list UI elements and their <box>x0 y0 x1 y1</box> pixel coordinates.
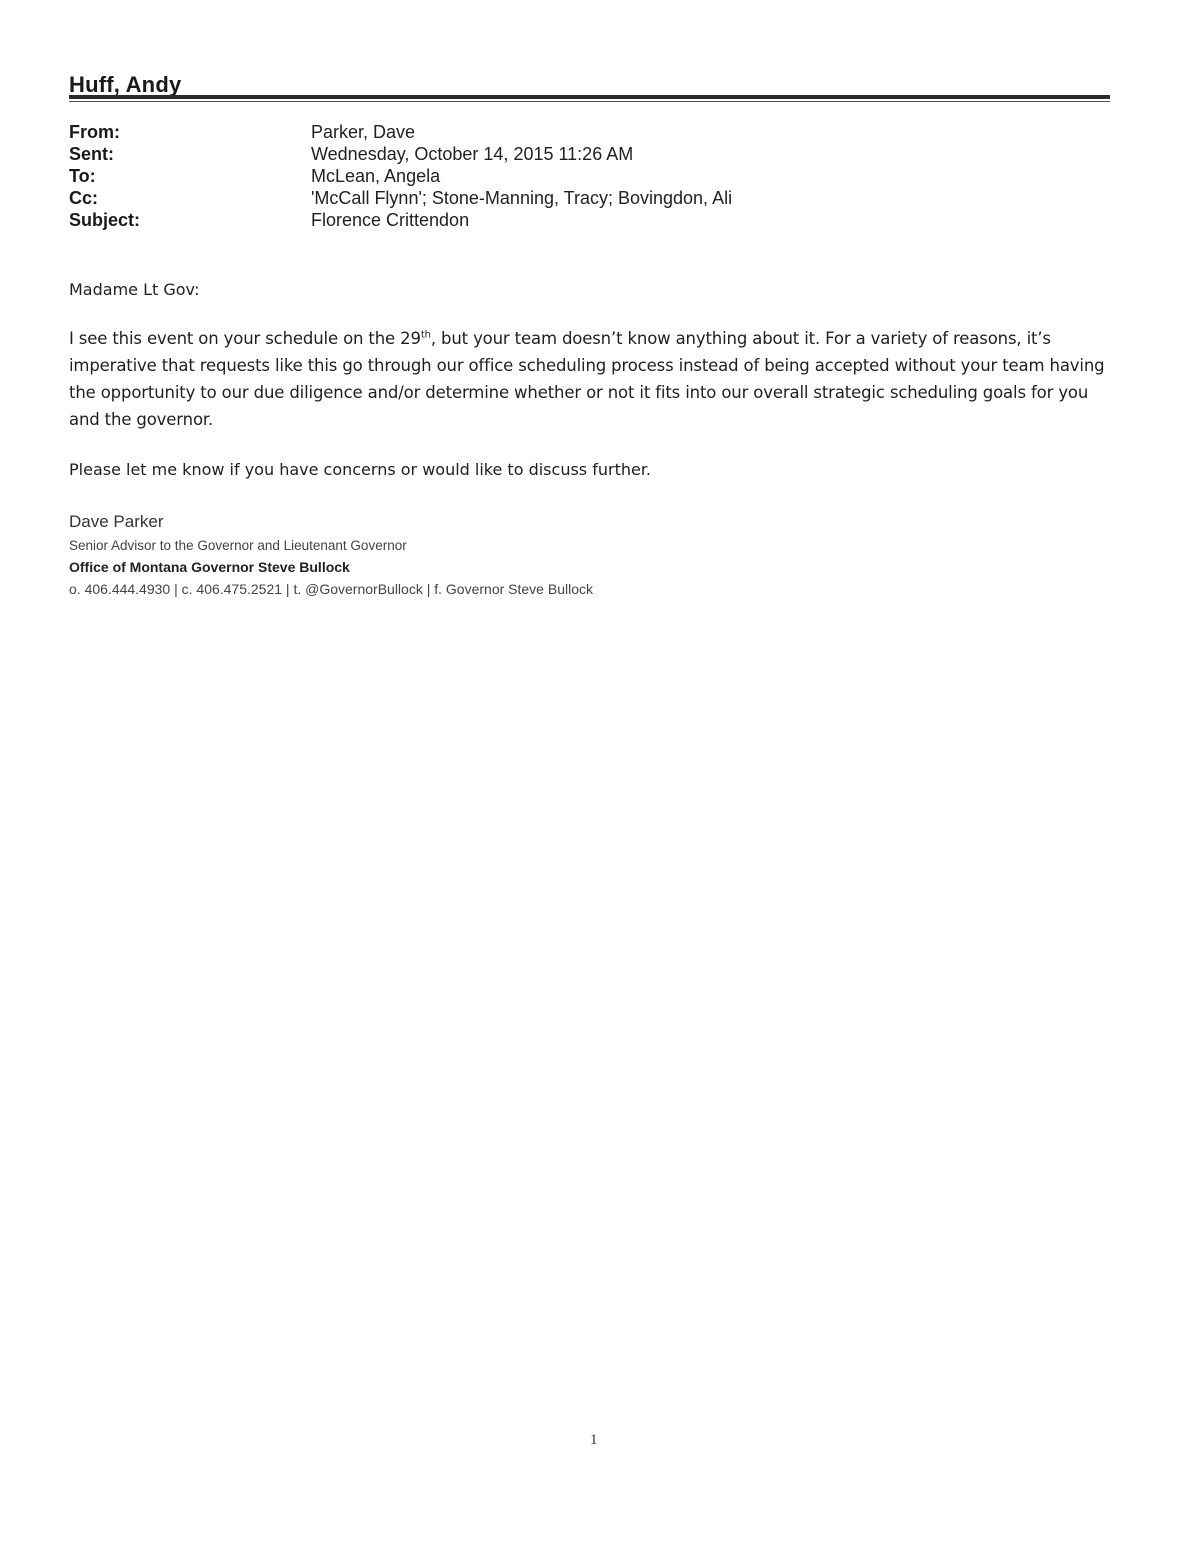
paragraph-1-text-end: , but your team doesn’t know anything about it. For a variety of reasons, it’s imperative that requests like this go through our office scheduling process instead of being accepted without your team having the opportunity to our due diligence and/or determine whether or not it fits into our overall strategic scheduling goals for you and the governor. <box>69 329 1105 429</box>
email-paragraph-1 <box>69 325 1114 433</box>
cc-value: 'McCall Flynn'; Stone-Manning, Tracy; Bovingdon, Ali <box>311 188 733 208</box>
paragraph-1-text-start: I see this event on your schedule on the 29 <box>69 329 421 348</box>
signature-title: Senior Advisor to the Governor and Lieutenant Governor <box>69 538 407 553</box>
cc-label: Cc: <box>69 188 99 208</box>
header-divider <box>69 95 1110 99</box>
email-header-block <box>69 121 1069 231</box>
signature-contact: o. 406.444.4930 | c. 406.475.2521 | t. @GovernorBullock | f. Governor Steve Bullock <box>69 581 593 597</box>
signature-name: Dave Parker <box>69 512 164 531</box>
from-label: From: <box>69 122 120 142</box>
page-number: 1 <box>590 1432 598 1448</box>
header-divider-thin <box>69 101 1110 102</box>
subject-value: Florence Crittendon <box>311 210 470 230</box>
header-row-to <box>69 165 1069 187</box>
sent-value: Wednesday, October 14, 2015 11:26 AM <box>311 144 634 164</box>
mailbox-owner-heading: Huff, Andy <box>69 72 182 97</box>
email-paragraph-2: Please let me know if you have concerns or would like to discuss further. <box>69 460 652 479</box>
email-greeting: Madame Lt Gov: <box>69 280 200 299</box>
header-row-from <box>69 121 1069 143</box>
subject-label: Subject: <box>69 210 141 230</box>
signature-office: Office of Montana Governor Steve Bullock <box>69 559 350 575</box>
to-label: To: <box>69 166 96 186</box>
header-row-sent <box>69 143 1069 165</box>
header-row-subject <box>69 209 1069 231</box>
to-value: McLean, Angela <box>311 166 441 186</box>
ordinal-suffix: th <box>420 329 431 341</box>
header-row-cc <box>69 187 1069 209</box>
from-value: Parker, Dave <box>311 122 416 142</box>
sent-label: Sent: <box>69 144 114 164</box>
